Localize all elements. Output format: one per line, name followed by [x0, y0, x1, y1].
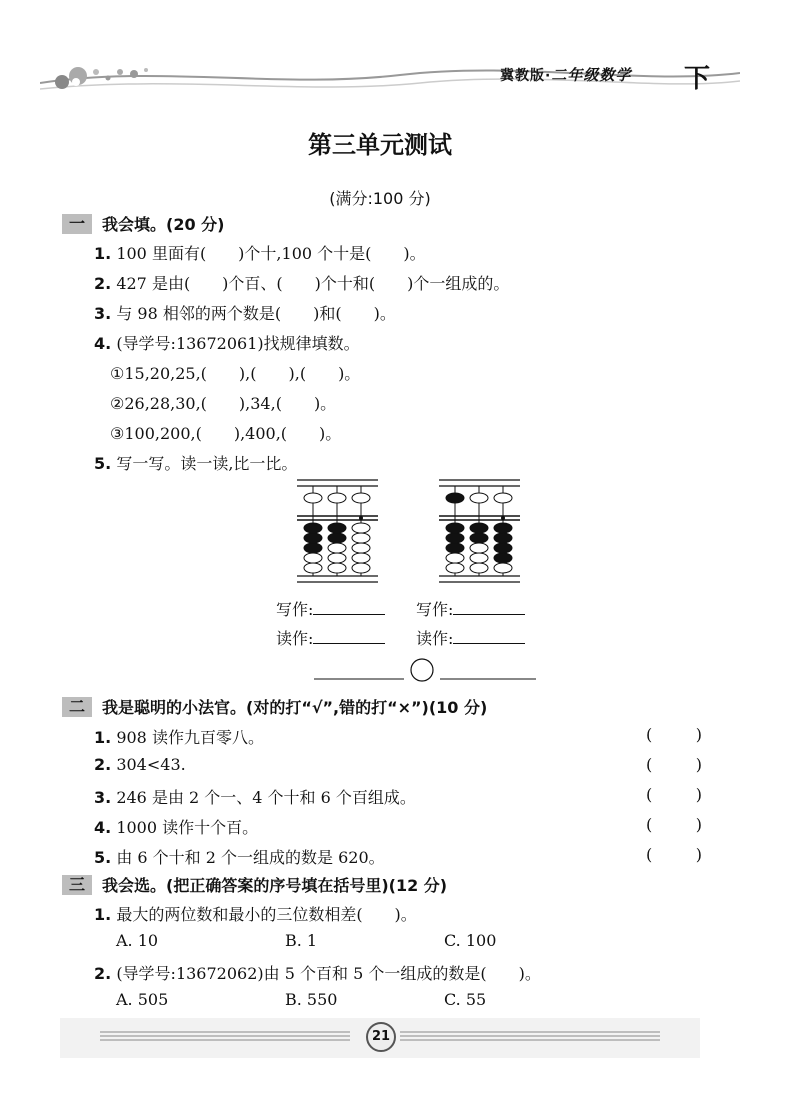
- counted-bead: [304, 533, 322, 543]
- answer-paren-2: ( ): [646, 755, 702, 774]
- empty-bead: [352, 563, 370, 573]
- read-label-2: 读作:: [416, 626, 525, 649]
- question-number: 4.: [94, 334, 112, 353]
- counted-bead: [446, 523, 464, 533]
- question-1-4: [94, 331, 360, 354]
- question-number: 3.: [94, 304, 112, 323]
- abacus-1: [295, 478, 380, 584]
- option-b: B. 1: [285, 931, 318, 950]
- answer-paren-4: ( ): [646, 815, 702, 834]
- question-1-4-a: ①15,20,25,( ),( ),( )。: [110, 364, 361, 383]
- empty-bead: [352, 533, 370, 543]
- counted-bead: [494, 523, 512, 533]
- empty-bead: [304, 563, 322, 573]
- question-text: 写一写。读一读,比一比。: [116, 454, 298, 473]
- section-title: 我是聪明的小法官。(对的打“√”,错的打“×”)(10 分): [102, 698, 488, 717]
- counted-bead: [328, 523, 346, 533]
- upper-bead: [304, 493, 322, 503]
- empty-bead: [352, 523, 370, 533]
- cartoon-logo-icon: [48, 60, 153, 94]
- choice-question-1: 1. 最大的两位数和最小的三位数相差( )。: [94, 905, 417, 924]
- judge-item-3: 3. 246 是由 2 个一、4 个十和 6 个百组成。: [94, 788, 416, 807]
- empty-bead: [470, 553, 488, 563]
- section-number: 三: [62, 875, 92, 895]
- question-number: 5.: [94, 454, 112, 473]
- upper-bead: [494, 493, 512, 503]
- question-1-3: [94, 301, 396, 324]
- unit-dot-marker: [501, 516, 505, 520]
- judge-item-5: 5. 由 6 个十和 2 个一组成的数是 620。: [94, 848, 385, 867]
- counted-bead: [494, 543, 512, 553]
- question-1-5: [94, 451, 297, 474]
- question-number: 1.: [94, 244, 112, 263]
- empty-bead: [446, 553, 464, 563]
- counted-bead: [470, 533, 488, 543]
- empty-bead: [494, 563, 512, 573]
- empty-bead: [328, 543, 346, 553]
- empty-bead: [470, 543, 488, 553]
- question-text: (导学号:13672061)找规律填数。: [116, 334, 360, 353]
- empty-bead: [446, 563, 464, 573]
- judge-item-2: 2. 304<43.: [94, 755, 186, 774]
- section-number: 二: [62, 697, 92, 717]
- section-2-header: [62, 695, 487, 718]
- answer-paren-1: ( ): [646, 725, 702, 744]
- choice-question-2: 2. (导学号:13672062)由 5 个百和 5 个一组成的数是( )。: [94, 964, 541, 983]
- counted-bead: [446, 543, 464, 553]
- empty-bead: [352, 543, 370, 553]
- section-title: 我会选。(把正确答案的序号填在括号里)(12 分): [102, 876, 448, 895]
- counted-bead: [494, 553, 512, 563]
- judge-item-4: 4. 1000 读作十个百。: [94, 818, 259, 837]
- option-c: C. 55: [444, 990, 487, 1009]
- question-number: 2.: [94, 274, 112, 293]
- question-1-1: [94, 241, 426, 264]
- term-label: 下: [684, 64, 711, 94]
- answer-paren-5: ( ): [646, 845, 702, 864]
- counted-bead: [470, 523, 488, 533]
- judge-item-1: 1. 908 读作九百零八。: [94, 728, 264, 747]
- question-1-4-c: ③100,200,( ),400,( )。: [110, 424, 342, 443]
- unit-dot-marker: [359, 516, 363, 520]
- upper-bead: [328, 493, 346, 503]
- question-1-4-b: ②26,28,30,( ),34,( )。: [110, 394, 337, 413]
- option-a: A. 505: [116, 990, 169, 1009]
- grade-text: 二年级数学: [551, 66, 632, 84]
- empty-bead: [304, 553, 322, 563]
- write-label-1: 写作:: [276, 597, 385, 620]
- section-1-header: [62, 212, 224, 235]
- section-number: 一: [62, 214, 92, 234]
- question-text: 100 里面有( )个十,100 个十是( )。: [116, 244, 426, 263]
- question-text: 与 98 相邻的两个数是( )和( )。: [116, 304, 396, 323]
- empty-bead: [328, 553, 346, 563]
- option-b: B. 550: [285, 990, 338, 1009]
- write-label-2: 写作:: [416, 597, 525, 620]
- edition-text: 冀教版·: [500, 68, 552, 84]
- read-label-1: 读作:: [276, 626, 385, 649]
- comparison-circle-blank: [314, 657, 536, 683]
- counted-bead: [328, 533, 346, 543]
- option-a: A. 10: [116, 931, 159, 950]
- edition-label: [500, 64, 631, 85]
- empty-bead: [328, 563, 346, 573]
- upper-bead: [352, 493, 370, 503]
- counted-bead: [494, 533, 512, 543]
- upper-bead: [446, 493, 464, 503]
- section-3-header: [62, 873, 447, 896]
- question-text: 427 是由( )个百、( )个十和( )个一组成的。: [116, 274, 510, 293]
- counted-bead: [304, 543, 322, 553]
- counted-bead: [446, 533, 464, 543]
- page-number: 21: [366, 1022, 396, 1052]
- question-1-2: [94, 271, 509, 294]
- option-c: C. 100: [444, 931, 497, 950]
- abacus-2: [437, 478, 522, 584]
- upper-bead: [470, 493, 488, 503]
- counted-bead: [304, 523, 322, 533]
- answer-paren-3: ( ): [646, 785, 702, 804]
- empty-bead: [470, 563, 488, 573]
- page-title: 第三单元测试: [308, 131, 452, 159]
- empty-bead: [352, 553, 370, 563]
- section-title: 我会填。(20 分): [102, 215, 225, 234]
- full-mark: (满分:100 分): [329, 189, 431, 208]
